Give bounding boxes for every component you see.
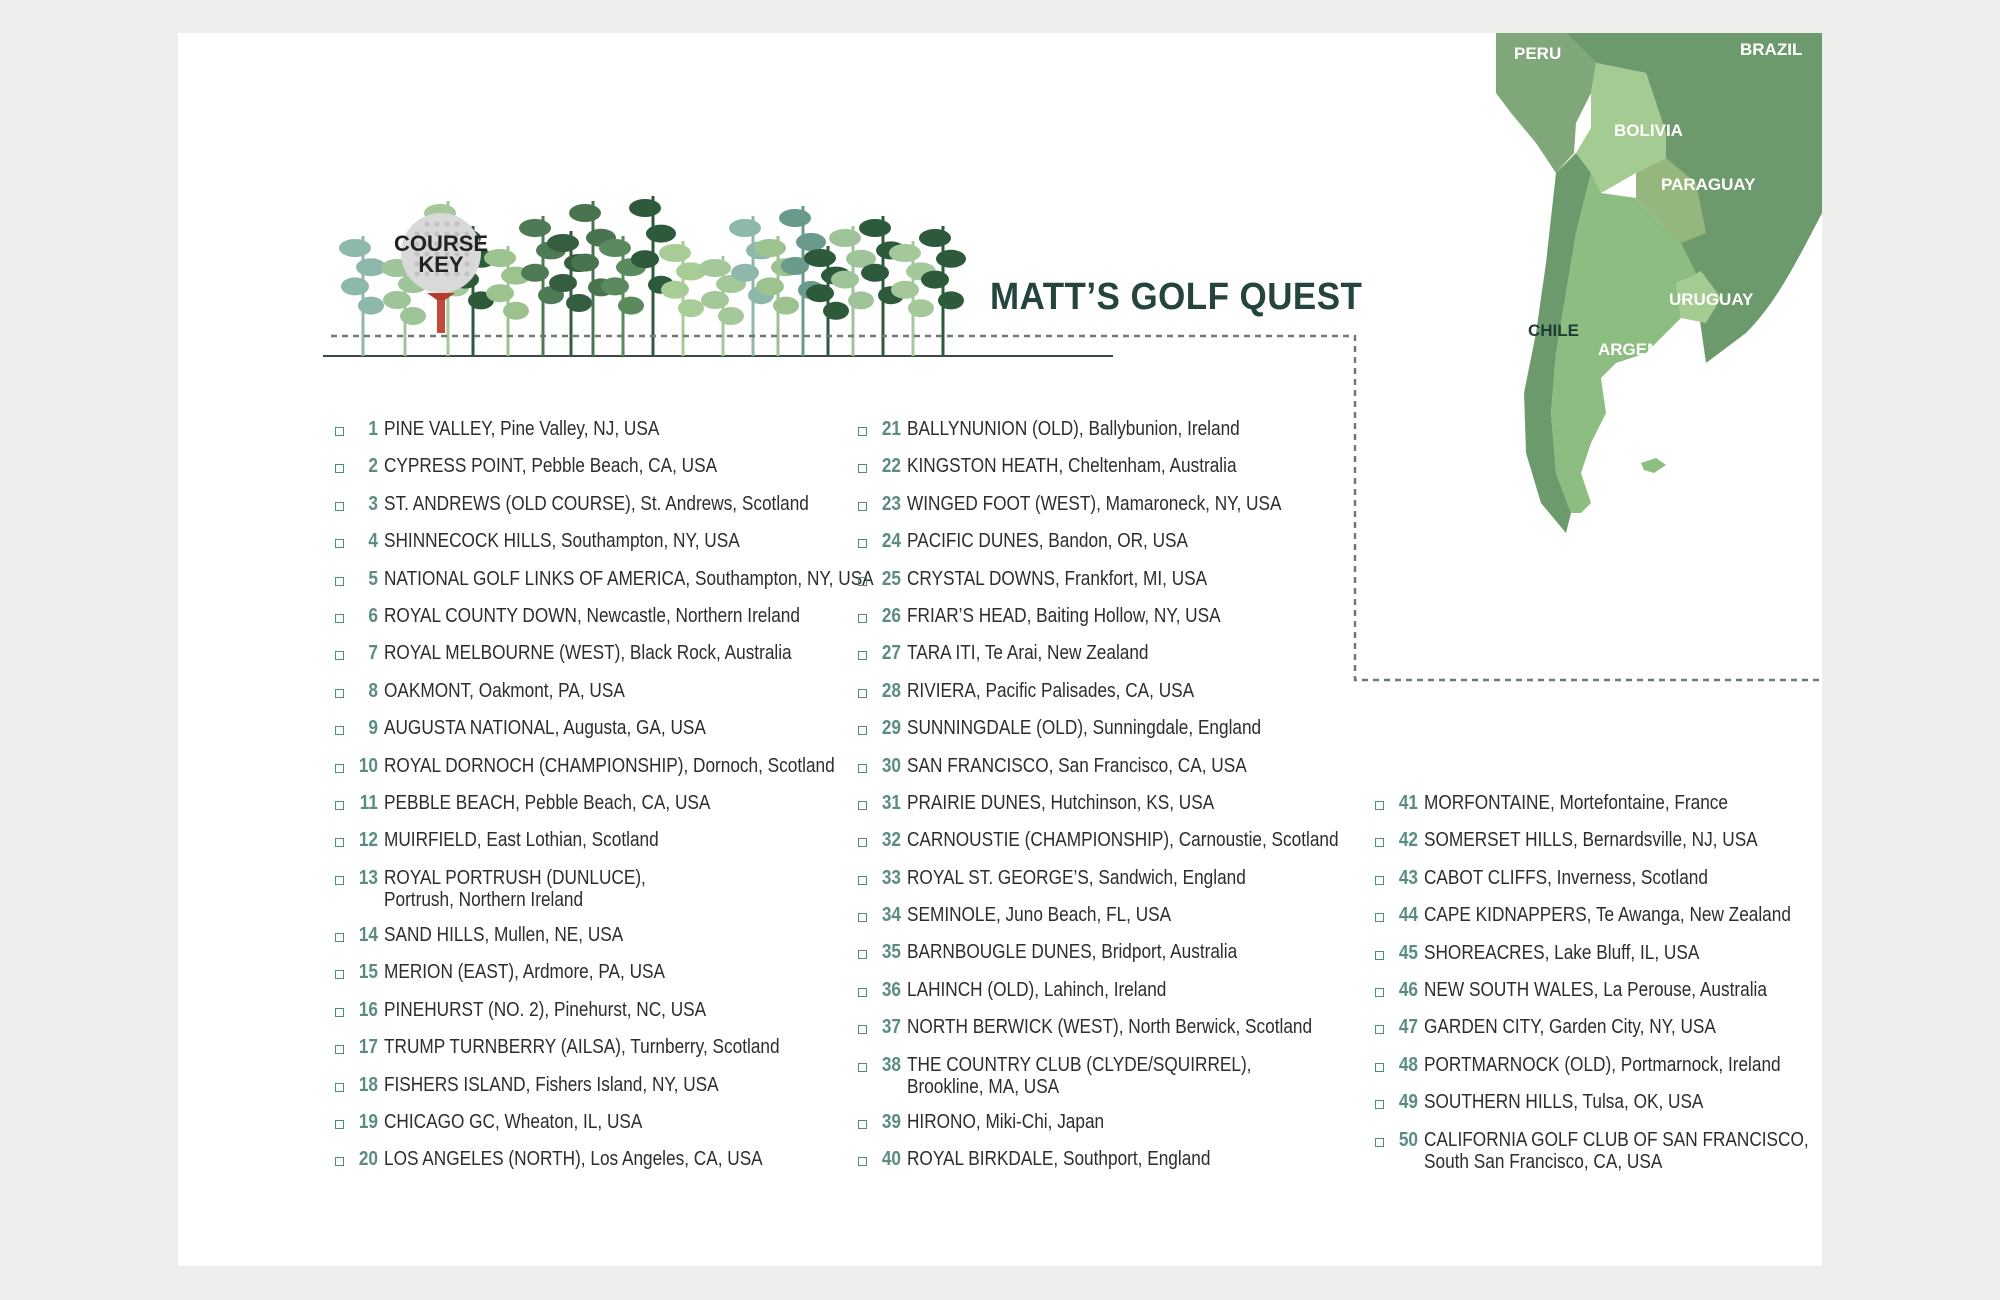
course-checkbox[interactable] [858,1120,867,1129]
course-name [907,493,1281,515]
course-checkbox[interactable] [1375,951,1384,960]
course-name-line1: OAKMONT, Oakmont, PA, USA [384,678,625,702]
course-number: 19 [358,1111,378,1134]
course-name [384,418,659,440]
course-item [1375,829,1882,866]
course-name [907,1111,1104,1133]
course-number: 29 [881,717,901,740]
course-name-line1: SHOREACRES, Lake Bluff, IL, USA [1424,940,1700,964]
course-item [858,568,1421,605]
course-item [858,418,1421,455]
course-name-line1: ROYAL DORNOCH (CHAMPIONSHIP), Dornoch, Scotland [384,753,835,777]
course-number: 43 [1398,866,1418,889]
course-number: 28 [881,679,901,702]
course-name-line1: RIVIERA, Pacific Palisades, CA, USA [907,678,1195,702]
course-name-line1: SEMINOLE, Juno Beach, FL, USA [907,903,1172,927]
course-name [1424,792,1728,814]
course-number: 31 [881,791,901,814]
course-number: 25 [881,567,901,590]
course-checkbox[interactable] [858,577,867,586]
course-name [907,568,1207,590]
course-checkbox[interactable] [858,801,867,810]
course-name [1424,979,1767,1001]
course-name-line2: South San Francisco, CA, USA [1424,1149,1663,1173]
course-name [1424,904,1791,926]
course-key-line1: COURSE [393,231,489,256]
course-checkbox[interactable] [858,614,867,623]
course-list-column-2 [858,418,1421,1186]
course-item [858,717,1421,754]
course-number: 45 [1398,941,1418,964]
course-checkbox[interactable] [858,838,867,847]
course-checkbox[interactable] [858,950,867,959]
map-label-chile: CHILE [1528,321,1579,340]
course-item [1375,1091,1882,1128]
course-name-line1: AUGUSTA NATIONAL, Augusta, GA, USA [384,716,706,740]
course-checkbox[interactable] [335,1157,344,1166]
course-item [858,1148,1421,1185]
course-name [1424,867,1708,889]
course-name [384,924,623,946]
course-checkbox[interactable] [335,1045,344,1054]
course-item [858,1111,1421,1148]
course-name [1424,1016,1716,1038]
course-name [1424,942,1699,964]
course-checkbox[interactable] [335,427,344,436]
course-name-line1: PEBBLE BEACH, Pebble Beach, CA, USA [384,790,711,814]
course-item [858,493,1421,530]
course-item [858,680,1421,717]
course-number: 15 [358,961,378,984]
course-number: 11 [359,791,378,814]
course-name-line1: ST. ANDREWS (OLD COURSE), St. Andrews, Scotland [384,491,809,515]
course-number: 41 [1398,792,1418,814]
course-name-line1: PINEHURST (NO. 2), Pinehurst, NC, USA [384,997,707,1021]
course-number: 44 [1398,904,1418,927]
course-checkbox[interactable] [858,651,867,660]
course-checkbox[interactable] [335,464,344,473]
course-number: 47 [1398,1016,1418,1039]
course-name-line1: BARNBOUGLE DUNES, Bridport, Australia [907,940,1238,964]
course-name-line1: SOUTHERN HILLS, Tulsa, OK, USA [1424,1090,1704,1114]
map-label-brazil: BRAZIL [1740,40,1803,59]
course-number: 2 [368,455,378,478]
course-name [384,867,646,911]
course-name-line1: LOS ANGELES (NORTH), Los Angeles, CA, USA [384,1147,763,1171]
course-name-line2: Brookline, MA, USA [907,1074,1060,1098]
course-name [384,792,710,814]
course-name-line1: NATIONAL GOLF LINKS OF AMERICA, Southampton, NY, USA [384,566,874,590]
course-name [384,755,835,777]
course-name [1424,829,1758,851]
course-name [384,493,809,515]
course-name [907,680,1194,702]
course-number: 24 [881,530,901,553]
course-number: 1 [368,418,378,440]
course-checkbox[interactable] [858,1063,867,1072]
course-checkbox[interactable] [335,970,344,979]
course-name-line1: KINGSTON HEATH, Cheltenham, Australia [907,454,1237,478]
course-item [1375,904,1882,941]
course-checkbox[interactable] [335,539,344,548]
course-item [858,904,1421,941]
course-key-line2: KEY [418,252,464,277]
course-name-line1: CABOT CLIFFS, Inverness, Scotland [1424,865,1708,889]
course-name-line1: ROYAL MELBOURNE (WEST), Black Rock, Australia [384,641,792,665]
course-name [384,1148,763,1170]
course-name-line1: CARNOUSTIE (CHAMPIONSHIP), Carnoustie, Scotland [907,828,1339,852]
course-number: 39 [881,1111,901,1134]
course-name [1424,1091,1703,1113]
course-item [858,941,1421,978]
course-name [907,455,1237,477]
course-name-line1: ROYAL ST. GEORGE’S, Sandwich, England [907,865,1246,889]
course-name [384,999,706,1021]
course-number: 23 [881,492,901,515]
course-name-line1: SUNNINGDALE (OLD), Sunningdale, England [907,716,1262,740]
course-list-column-3 [1375,792,1882,1186]
course-name-line1: CALIFORNIA GOLF CLUB OF SAN FRANCISCO, [1424,1127,1809,1151]
course-number: 34 [881,904,901,927]
course-checkbox[interactable] [1375,1025,1384,1034]
course-name [384,568,874,590]
course-number: 16 [358,998,378,1021]
course-name-line1: PORTMARNOCK (OLD), Portmarnock, Ireland [1424,1052,1781,1076]
map-label-peru: PERU [1514,44,1562,63]
course-number: 49 [1398,1091,1418,1114]
course-name-line1: FRIAR’S HEAD, Baiting Hollow, NY, USA [907,603,1221,627]
course-checkbox[interactable] [858,1025,867,1034]
course-name [384,829,659,851]
course-name-line1: MORFONTAINE, Mortefontaine, France [1424,791,1728,814]
course-name-line1: GARDEN CITY, Garden City, NY, USA [1424,1015,1716,1039]
course-name-line1: PACIFIC DUNES, Bandon, OR, USA [907,529,1189,553]
course-name [907,941,1237,963]
course-number: 37 [881,1016,901,1039]
course-checkbox[interactable] [335,651,344,660]
course-item [858,605,1421,642]
page-title: MATT’S GOLF QUEST [990,276,1363,318]
course-name [384,1036,780,1058]
course-name [907,904,1171,926]
course-name-line1: ROYAL COUNTY DOWN, Newcastle, Northern Ireland [384,603,800,627]
course-name-line1: NEW SOUTH WALES, La Perouse, Australia [1424,977,1767,1001]
course-item [858,455,1421,492]
course-checkbox[interactable] [335,577,344,586]
course-checkbox[interactable] [335,876,344,885]
course-number: 46 [1398,978,1418,1001]
course-checkbox[interactable] [1375,1063,1384,1072]
course-name [907,792,1214,814]
course-name [907,1054,1251,1098]
course-name [1424,1054,1781,1076]
course-number: 38 [881,1053,901,1076]
course-name [384,1111,642,1133]
course-item [858,979,1421,1016]
course-name-line1: PRAIRIE DUNES, Hutchinson, KS, USA [907,790,1215,814]
course-name [384,961,665,983]
map-label-paraguay: PARAGUAY [1661,175,1756,194]
course-item [858,867,1421,904]
course-name [384,530,740,552]
map-label-argentina: ARGENTINA [1598,340,1700,359]
course-name [907,979,1166,1001]
course-name [1424,1129,1809,1173]
course-checkbox[interactable] [1375,913,1384,922]
course-name [907,530,1188,552]
course-number: 18 [358,1073,378,1096]
course-checkbox[interactable] [335,764,344,773]
course-number: 21 [881,418,901,440]
course-name-line1: ROYAL PORTRUSH (DUNLUCE), [384,865,646,889]
course-number: 30 [881,754,901,777]
south-america-map [1496,33,1822,648]
course-checkbox[interactable] [858,502,867,511]
course-name-line1: ROYAL BIRKDALE, Southport, England [907,1147,1211,1171]
course-checkbox[interactable] [335,801,344,810]
course-item [1375,1129,1882,1186]
course-checkbox[interactable] [858,876,867,885]
course-number: 5 [368,567,378,590]
course-name-line1: TARA ITI, Te Arai, New Zealand [907,641,1149,665]
course-checkbox[interactable] [335,1120,344,1129]
course-item [858,1016,1421,1053]
course-checkbox[interactable] [1375,838,1384,847]
course-checkbox[interactable] [858,1157,867,1166]
course-name [907,1148,1210,1170]
course-number: 6 [368,604,378,627]
course-number: 32 [881,829,901,852]
map-label-uruguay: URUGUAY [1669,290,1754,309]
course-name [907,829,1339,851]
course-name [384,717,706,739]
course-name-line1: THE COUNTRY CLUB (CLYDE/SQUIRREL), [907,1052,1252,1076]
course-number: 3 [368,492,378,515]
course-name-line1: WINGED FOOT (WEST), Mamaroneck, NY, USA [907,491,1282,515]
course-number: 14 [358,924,378,947]
course-name-line1: MUIRFIELD, East Lothian, Scotland [384,828,659,852]
course-number: 33 [881,866,901,889]
course-checkbox[interactable] [858,689,867,698]
course-number: 27 [881,642,901,665]
course-name-line1: BALLYNUNION (OLD), Ballybunion, Ireland [907,417,1240,440]
course-checkbox[interactable] [335,689,344,698]
course-number: 20 [358,1148,378,1171]
course-checkbox[interactable] [858,539,867,548]
course-name-line1: LAHINCH (OLD), Lahinch, Ireland [907,977,1167,1001]
course-checkbox[interactable] [335,726,344,735]
course-item [858,792,1421,829]
course-name [384,605,800,627]
course-number: 7 [368,642,378,665]
course-name [384,455,717,477]
course-checkbox[interactable] [335,838,344,847]
course-checkbox[interactable] [1375,988,1384,997]
course-checkbox[interactable] [335,614,344,623]
course-checkbox[interactable] [858,988,867,997]
course-name-line1: CYPRESS POINT, Pebble Beach, CA, USA [384,454,718,478]
course-name-line1: SOMERSET HILLS, Bernardsville, NJ, USA [1424,828,1758,852]
course-name-line1: MERION (EAST), Ardmore, PA, USA [384,960,666,984]
course-name-line1: HIRONO, Miki-Chi, Japan [907,1110,1105,1134]
course-number: 40 [881,1148,901,1171]
course-name [907,605,1221,627]
course-name-line1: NORTH BERWICK (WEST), North Berwick, Scotland [907,1015,1313,1039]
course-name [907,1016,1312,1038]
poster-page [178,33,1822,1266]
course-checkbox[interactable] [858,464,867,473]
course-number: 17 [358,1036,378,1059]
course-item [858,642,1421,679]
course-name [907,642,1149,664]
course-item [1375,867,1882,904]
course-number: 35 [881,941,901,964]
course-name [907,755,1247,777]
course-number: 42 [1398,829,1418,852]
course-checkbox[interactable] [1375,801,1384,810]
course-name-line1: FISHERS ISLAND, Fishers Island, NY, USA [384,1072,719,1096]
course-name [907,418,1240,440]
course-number: 8 [368,679,378,702]
course-checkbox[interactable] [335,502,344,511]
course-item [1375,979,1882,1016]
course-item [858,755,1421,792]
course-name-line1: SAND HILLS, Mullen, NE, USA [384,923,624,947]
course-number: 26 [881,604,901,627]
course-checkbox[interactable] [858,913,867,922]
course-name-line1: SHINNECOCK HILLS, Southampton, NY, USA [384,529,740,553]
course-name-line1: CRYSTAL DOWNS, Frankfort, MI, USA [907,566,1208,590]
course-number: 13 [358,866,378,889]
trees-illustration [323,108,1123,363]
course-item [1375,1016,1882,1053]
course-name [384,642,792,664]
course-number: 9 [368,717,378,740]
course-name [907,867,1246,889]
course-checkbox[interactable] [1375,1100,1384,1109]
course-checkbox[interactable] [335,1083,344,1092]
course-item [1375,1054,1882,1091]
course-item [858,829,1421,866]
course-name [907,717,1261,739]
course-name-line1: SAN FRANCISCO, San Francisco, CA, USA [907,753,1247,777]
course-checkbox[interactable] [335,933,344,942]
course-name-line1: TRUMP TURNBERRY (AILSA), Turnberry, Scotland [384,1035,780,1059]
course-name-line2: Portrush, Northern Ireland [384,887,584,911]
course-checkbox[interactable] [1375,1138,1384,1147]
map-label-bolivia: BOLIVIA [1614,121,1683,140]
course-item [1375,792,1882,829]
course-name-line1: PINE VALLEY, Pine Valley, NJ, USA [384,417,660,440]
course-name-line1: CHICAGO GC, Wheaton, IL, USA [384,1110,643,1134]
course-number: 4 [368,530,378,553]
course-number: 22 [881,455,901,478]
course-checkbox[interactable] [858,427,867,436]
course-checkbox[interactable] [858,764,867,773]
course-name [384,680,625,702]
course-number: 12 [358,829,378,852]
course-number: 50 [1398,1128,1418,1151]
course-number: 48 [1398,1053,1418,1076]
course-checkbox[interactable] [1375,876,1384,885]
course-checkbox[interactable] [335,1008,344,1017]
course-number: 10 [358,754,378,777]
course-checkbox[interactable] [858,726,867,735]
course-number: 36 [881,978,901,1001]
course-name-line1: CAPE KIDNAPPERS, Te Awanga, New Zealand [1424,903,1791,927]
course-name [384,1074,719,1096]
course-item [1375,942,1882,979]
course-item [858,1054,1421,1111]
course-item [858,530,1421,567]
